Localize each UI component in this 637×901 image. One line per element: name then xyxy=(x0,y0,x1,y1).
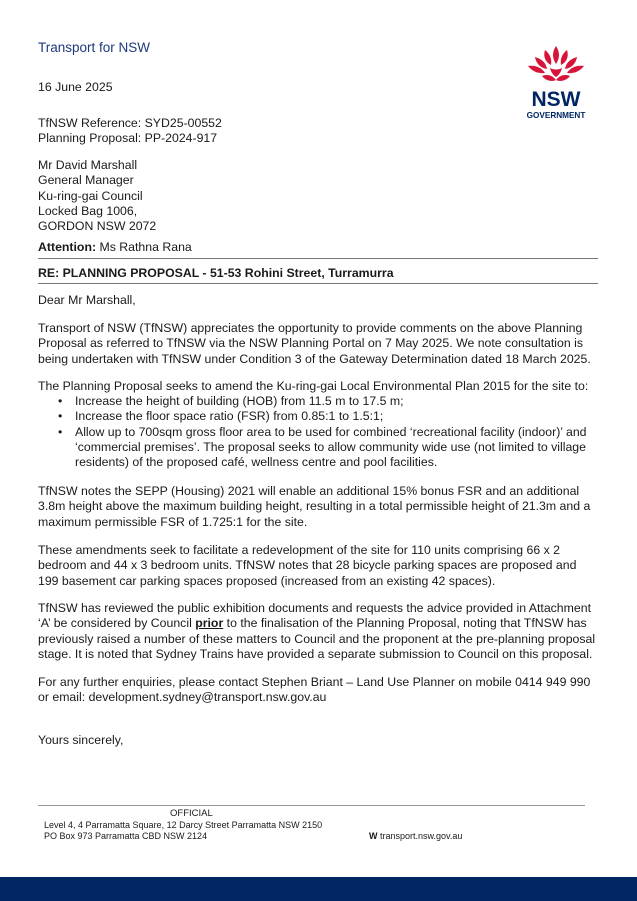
nsw-government-logo xyxy=(518,44,594,122)
recipient-org: Ku-ring-gai Council xyxy=(38,188,143,203)
paragraph-sepp: TfNSW notes the SEPP (Housing) 2021 will enable an additional 15% bonus FSR and an additional 3.8m height above the maximum building height, resulting in a total permissible height of 21.3m and a maximum permissible FSR of 1.725:1 for the site. xyxy=(38,484,591,529)
attention-name: Ms Rathna Rana xyxy=(96,240,192,254)
subject-divider-top xyxy=(38,258,598,259)
paragraph-enquiries: For any further enquiries, please contact Stephen Briant – Land Use Planner on mobile 0414 949 990 or email: development.sydney@transport.nsw.gov.au xyxy=(38,675,591,705)
reference-block xyxy=(38,116,222,147)
brand-name: Transport for NSW xyxy=(38,40,151,55)
logo-text-sub: GOVERNMENT xyxy=(526,111,586,120)
review-emphasis: prior xyxy=(195,616,224,631)
web-url: transport.nsw.gov.au xyxy=(377,831,463,841)
paragraph-units: These amendments seek to facilitate a redevelopment of the site for 110 units comprising 66 x 2 bedroom and 44 x 3 bedroom units. TfNSW notes that 28 bicycle parking spaces are proposed and 199 basement car parking spaces proposed (increased from an existing 42 spaces). xyxy=(38,543,577,588)
recipient-name: Mr David Marshall xyxy=(38,158,138,172)
list-item: • Increase the floor space ratio (FSR) from 0.85:1 to 1.5:1; xyxy=(38,409,598,424)
review-text-start: TfNSW has reviewed the public exhibition documents and requests the advice provided in Attachment ‘A’ be considered by Council xyxy=(38,601,591,631)
attention-label: Attention: xyxy=(38,240,97,254)
footer-address-line1: Level 4, 4 Parramatta Square, 12 Darcy Street Parramatta NSW 2150 xyxy=(44,820,323,830)
recipient-title: General Manager xyxy=(38,173,134,188)
recipient-address-line2: GORDON NSW 2072 xyxy=(38,219,157,234)
subject-line: RE: PLANNING PROPOSAL - 51-53 Rohini Street, Turramurra xyxy=(38,266,394,280)
recipient-address xyxy=(38,158,156,234)
recipient-address-line1: Locked Bag 1006, xyxy=(38,203,138,218)
paragraph-review xyxy=(38,601,598,662)
footer-website xyxy=(369,831,462,842)
list-item: • Increase the height of building (HOB) from 11.5 m to 17.5 m; xyxy=(38,394,598,409)
review-text-end: to the finalisation of the Planning Proposal, noting that TfNSW has previously raised a number of these matters to Council and the proponent at the pre-planning proposal stage. It is noted that Sydney Trains have provided a separate submission to Council on this proposal. xyxy=(38,616,596,661)
logo-text-main: NSW xyxy=(531,88,581,111)
closing: Yours sincerely, xyxy=(38,733,124,747)
amendment-list xyxy=(38,394,598,470)
letter-date: 16 June 2025 xyxy=(38,80,113,94)
salutation: Dear Mr Marshall, xyxy=(38,293,136,307)
planning-proposal-reference: Planning Proposal: PP-2024-917 xyxy=(38,131,218,146)
paragraph-proposal: The Planning Proposal seeks to amend the Ku-ring-gai Local Environmental Plan 2015 for the site to: xyxy=(38,379,589,393)
web-label: W xyxy=(369,831,378,841)
list-item: • Allow up to 700sqm gross floor area to be used for combined ‘recreational facility (indoor)’ and ‘commercial premises’. The proposal seeks to allow community wide use (not limited to village residents) of the proposed café, wellness centre and pool facilities. xyxy=(38,425,598,471)
paragraph-intro: Transport of NSW (TfNSW) appreciates the opportunity to provide comments on the above Planning Proposal as referred to TfNSW via the NSW Planning Portal on 7 May 2025. We note consultation is being undertaken with TfNSW under Condition 3 of the Gateway Determination dated 18 March 2025. xyxy=(38,321,591,366)
classification-label: OFFICIAL xyxy=(170,808,213,819)
footer-address-line2: PO Box 973 Parramatta CBD NSW 2124 xyxy=(44,831,208,841)
attention-line xyxy=(38,240,192,255)
waratah-flower-icon xyxy=(528,46,584,81)
tfnsw-reference: TfNSW Reference: SYD25-00552 xyxy=(38,116,222,130)
footer-bar xyxy=(0,877,637,901)
subject-divider-bottom xyxy=(38,283,598,284)
footer-divider xyxy=(38,805,585,806)
